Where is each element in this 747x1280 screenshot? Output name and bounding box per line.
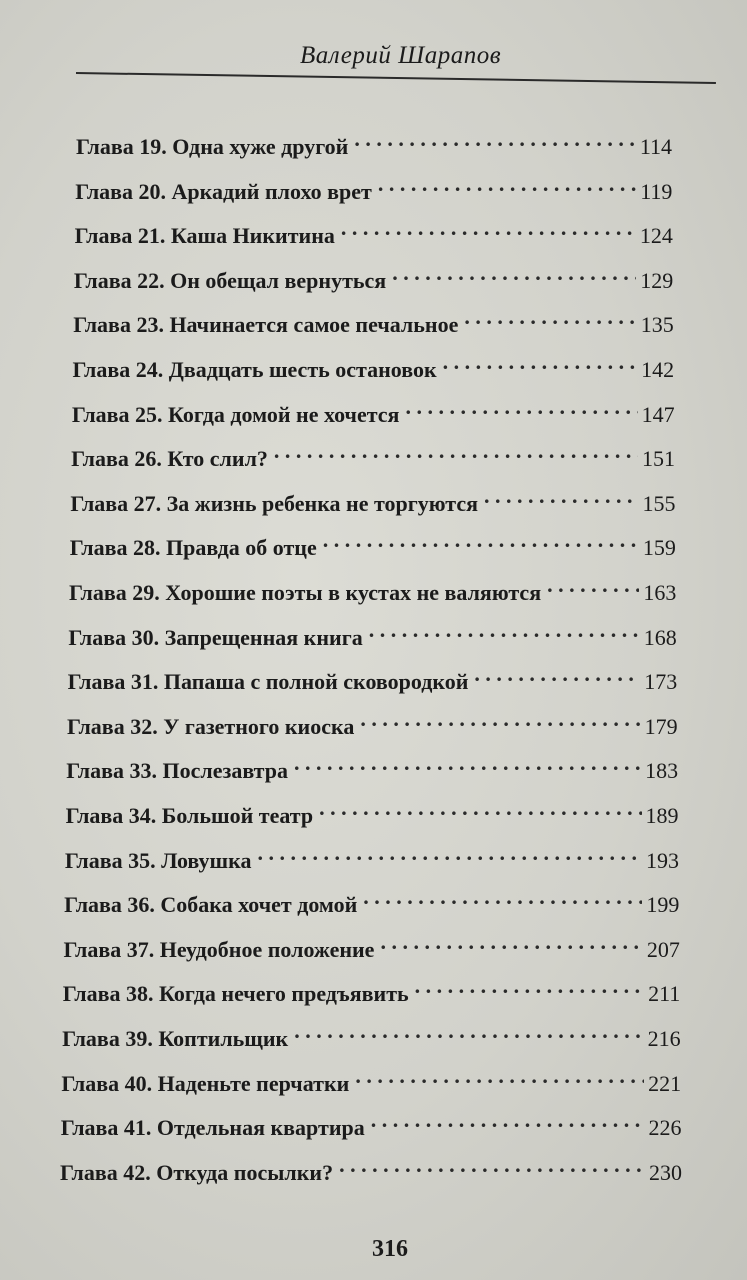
toc-entry (60, 1105, 682, 1141)
toc-entry-title: Глава 24. Двадцать шесть остановок (72, 357, 437, 382)
toc-dot-leader (392, 258, 636, 288)
toc-entry (66, 704, 678, 739)
toc-entry-title: Глава 31. Папаша с полной сковородкой (67, 669, 469, 695)
toc-entry-title: Глава 29. Хорошие поэты в кустах не валяются (69, 580, 542, 605)
toc-entry (62, 971, 681, 1007)
toc-dot-leader (294, 1016, 643, 1046)
toc-entry (75, 169, 673, 204)
toc-entry-page: 159 (642, 535, 676, 561)
toc-entry-page: 199 (646, 892, 680, 918)
toc-entry-title: Глава 23. Начинается самое печальное (73, 312, 459, 338)
toc-entry-page: 221 (648, 1070, 682, 1096)
toc-dot-leader (405, 392, 637, 422)
toc-entry (60, 1150, 682, 1185)
toc-dot-leader (464, 302, 636, 332)
toc-dot-leader (323, 525, 639, 555)
toc-entry (62, 1016, 681, 1051)
toc-entry (63, 927, 680, 962)
running-head: Валерий Шарапов (300, 42, 502, 69)
toc-entry (61, 1061, 682, 1096)
toc-entry-page: 168 (643, 624, 677, 650)
toc-dot-leader (274, 436, 638, 466)
toc-entry (73, 258, 674, 293)
toc-entry-page: 142 (641, 357, 675, 382)
toc-dot-leader (363, 882, 642, 912)
toc-entry-page: 179 (644, 713, 678, 739)
toc-entry-page: 230 (649, 1159, 682, 1185)
toc-dot-leader (371, 1105, 645, 1135)
toc-dot-leader (547, 570, 639, 600)
toc-entry-title: Глава 21. Каша Никитина (74, 223, 335, 249)
toc-dot-leader (354, 124, 635, 154)
toc-dot-leader (341, 213, 636, 243)
toc-entry (71, 436, 676, 472)
toc-dot-leader (319, 793, 641, 823)
toc-dot-leader (294, 748, 641, 778)
toc-dot-leader (474, 659, 640, 689)
toc-entry-page: 129 (640, 267, 674, 293)
toc-dot-leader (378, 169, 636, 199)
toc-entry-title: Глава 40. Наденьте перчатки (61, 1070, 350, 1096)
toc-entry-title: Глава 36. Собака хочет домой (64, 892, 358, 918)
toc-entry-page: 173 (644, 669, 678, 695)
toc-entry (73, 302, 674, 338)
toc-entry-title: Глава 34. Большой театр (65, 803, 314, 828)
toc-dot-leader (484, 481, 638, 511)
toc-entry-page: 155 (642, 490, 676, 516)
toc-entry-page: 151 (642, 446, 676, 472)
toc-entry (74, 213, 673, 249)
toc-dot-leader (360, 704, 640, 734)
toc-entry-title: Глава 19. Одна хуже другой (76, 134, 349, 159)
toc-entry-page: 119 (640, 178, 673, 204)
toc-entry (71, 392, 675, 427)
toc-entry-title: Глава 41. Отдельная квартира (60, 1115, 365, 1141)
page-number: 316 (372, 1236, 408, 1262)
toc-entry (70, 481, 676, 516)
toc-entry-title: Глава 32. У газетного киоска (66, 713, 355, 739)
toc-entry-page: 207 (646, 936, 680, 962)
toc-entry-page: 124 (639, 223, 673, 249)
toc-entry (67, 659, 678, 695)
toc-entry-page: 114 (639, 134, 672, 159)
toc-entry-title: Глава 27. За жизнь ребенка не торгуются (70, 490, 478, 516)
toc-entry-title: Глава 42. Откуда посылки? (60, 1159, 334, 1185)
toc-entry-page: 226 (648, 1115, 682, 1141)
toc-entry-page: 147 (641, 401, 675, 427)
toc-entry-title: Глава 28. Правда об отце (69, 535, 317, 561)
toc-entry (64, 838, 679, 873)
toc-entry-title: Глава 37. Неудобное положение (63, 936, 375, 962)
toc-entry-title: Глава 35. Ловушка (64, 847, 252, 873)
toc-entry (66, 748, 679, 784)
toc-entry (64, 882, 680, 918)
toc-entry-page: 211 (648, 981, 681, 1007)
toc-entry-title: Глава 33. Послезавтра (66, 758, 288, 784)
toc-entry (69, 525, 676, 561)
toc-entry-title: Глава 25. Когда домой не хочется (71, 401, 400, 427)
toc-entry (72, 347, 675, 382)
toc-dot-leader (355, 1061, 644, 1091)
toc-entry (69, 570, 677, 605)
toc-entry-title: Глава 22. Он обещал вернуться (73, 267, 387, 293)
toc-entry-page: 216 (647, 1026, 681, 1051)
toc-entry-page: 189 (645, 803, 679, 828)
toc-dot-leader (369, 615, 640, 645)
toc-dot-leader (380, 927, 642, 957)
toc-dot-leader (443, 347, 638, 377)
toc-entry-title: Глава 30. Запрещенная книга (68, 624, 363, 650)
toc-dot-leader (257, 838, 641, 868)
toc-entry-title: Глава 38. Когда нечего предъявить (62, 981, 409, 1007)
toc-entry (65, 793, 679, 828)
toc-entry (68, 615, 677, 650)
toc-dot-leader (415, 971, 644, 1001)
toc-dot-leader (339, 1150, 645, 1180)
toc-entry-page: 163 (643, 580, 677, 605)
toc-entry (76, 124, 672, 159)
toc-entry-page: 183 (645, 758, 679, 784)
toc-entry-title: Глава 39. Коптильщик (62, 1026, 289, 1051)
toc-entry-title: Глава 26. Кто слил? (71, 446, 268, 472)
toc-entry-page: 193 (645, 847, 679, 873)
toc-entry-page: 135 (640, 312, 674, 338)
toc-entry-title: Глава 20. Аркадий плохо врет (75, 178, 372, 204)
